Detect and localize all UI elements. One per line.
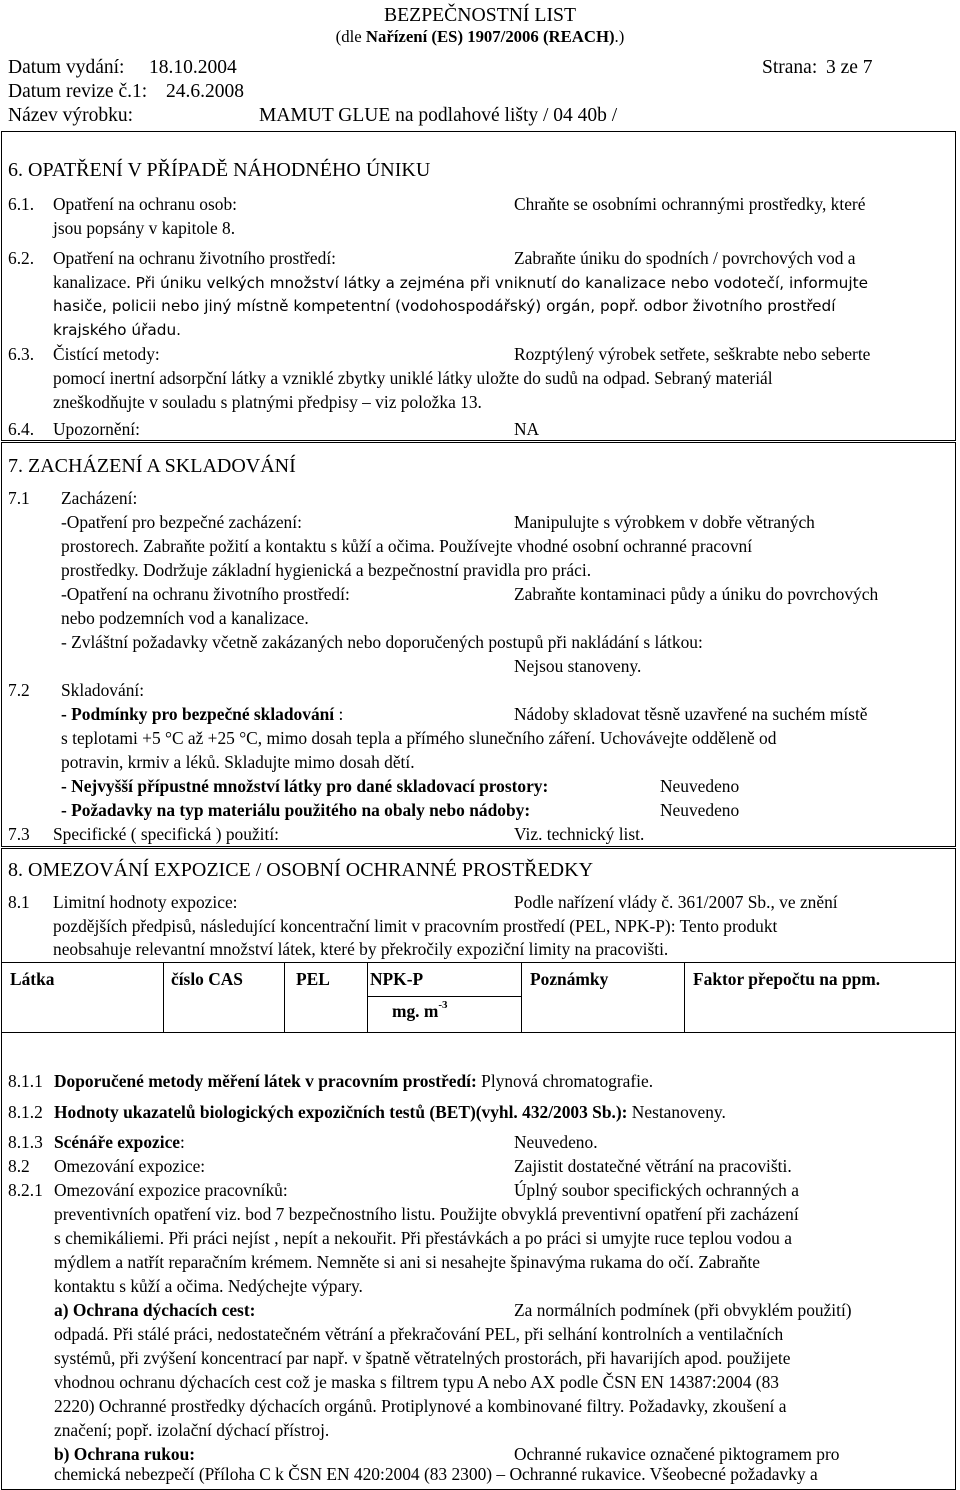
item-heading: Limitní hodnoty expozice: xyxy=(53,892,238,912)
text-fragment: Doporučené metody měření látek v pracovním prostředí: xyxy=(54,1071,477,1091)
item-value: Nejsou stanoveny. xyxy=(514,656,642,676)
item-value: Chraňte se osobními ochrannými prostředky, které xyxy=(514,194,866,214)
revision-date: 24.6.2008 xyxy=(166,81,244,102)
item-value: Neuvedeno. xyxy=(514,1132,598,1152)
item-text: pozdějších předpisů, následující koncentrační limit v pracovním prostředí (PEL, NPK-P): Tento produkt xyxy=(53,916,778,936)
item-heading: Čistící metody: xyxy=(53,344,160,364)
table-header-cell: NPK-P xyxy=(370,969,424,989)
item-text: hasiče, policii nebo jiný místně kompetentní (vodohospodářský) orgán, popř. odbor životního prostředí xyxy=(53,297,836,315)
section-7-title: 7. ZACHÁZENÍ A SKLADOVÁNÍ xyxy=(8,455,296,477)
item-heading: Opatření na ochranu životního prostředí: xyxy=(53,248,336,268)
item-number: 8.1.2 xyxy=(8,1102,43,1122)
item-heading: Omezování expozice: xyxy=(54,1156,206,1176)
section-8-title: 8. OMEZOVÁNÍ EXPOZICE / OSOBNÍ OCHRANNÉ PROSTŘEDKY xyxy=(8,859,594,881)
item-value: Za normálních podmínek (při obvyklém použití) xyxy=(514,1300,852,1320)
item-text: krajského úřadu. xyxy=(53,321,182,339)
revision-label: Datum revize č.1: xyxy=(8,81,148,102)
product-name: MAMUT GLUE na podlahové lišty / 04 40b / xyxy=(259,105,618,126)
item-heading xyxy=(54,1130,185,1154)
page-number: 3 ze 7 xyxy=(826,57,873,78)
item-text: 2220) Ochranné prostředky dýchacích orgánů. Protiplynové a kombinované filtry. Požadavky, zkoušení a xyxy=(54,1396,787,1416)
item-heading: Opatření na ochranu osob: xyxy=(53,194,237,214)
subtitle-suffix: .) xyxy=(614,27,625,46)
item-value: Úplný soubor specifických ochranných a xyxy=(514,1180,799,1200)
item-text: zneškodňujte v souladu s platnými předpisy – viz položka 13. xyxy=(53,392,482,412)
item-number: 8.1.1 xyxy=(8,1071,43,1091)
item-text: s teplotami +5 °C až +25 °C, mimo dosah tepla a přímého slunečního záření. Uchovávejte odděleně od xyxy=(61,728,777,748)
item-value xyxy=(514,890,838,914)
item-text: prostředky. Dodržuje základní hygienická a bezpečnostní pravidla pro práci. xyxy=(61,560,592,580)
text-fragment: , ve znění xyxy=(770,892,838,912)
item-number: 8.2 xyxy=(8,1156,30,1176)
text-fragment: Nestanoveny. xyxy=(627,1102,726,1122)
item-text: kontaktu s kůží a očima. Nedýchejte výpary. xyxy=(54,1276,363,1296)
item-value: Zabraňte kontaminaci půdy a úniku do povrchových xyxy=(514,584,879,604)
subtitle-prefix: (dle xyxy=(335,27,366,46)
item-heading: -Opatření pro bezpečné zacházení: xyxy=(61,512,302,532)
table-col-divider xyxy=(367,962,368,1033)
text-fragment: Při úniku velkých množství látky a zejména při vniknutí do kanalizace nebo vodotečí, informujte xyxy=(130,274,869,292)
table-col-divider xyxy=(284,962,285,1033)
item-heading xyxy=(54,1069,653,1093)
text-fragment: kanalizace. xyxy=(53,272,131,292)
item-value: Neuvedeno xyxy=(660,800,740,820)
document-subtitle xyxy=(0,27,960,47)
item-heading: - Požadavky na typ materiálu použitého na obaly nebo nádoby: xyxy=(61,800,531,820)
text-fragment: : xyxy=(334,704,344,724)
item-value: Rozptýlený výrobek setřete, seškrabte nebo seberte xyxy=(514,344,871,364)
item-heading: - Zvláštní požadavky včetně zakázaných nebo doporučených postupů při nakládání s látkou: xyxy=(61,632,703,652)
item-text: chemická nebezpečí (Příloha C k ČSN EN 420:2004 (83 2300) – Ochranné rukavice. Všeobecné požadavky a xyxy=(54,1464,818,1484)
item-heading: b) Ochrana rukou: xyxy=(54,1444,196,1464)
item-heading: Upozornění: xyxy=(53,419,140,439)
section-6-title: 6. OPATŘENÍ V PŘÍPADĚ NÁHODNÉHO ÚNIKU xyxy=(8,159,431,181)
item-text: mýdlem a natřít reparačním krémem. Nemněte si ani si nesahejte špinavýma rukama do očí. Zabraňte xyxy=(54,1252,760,1272)
item-number: 7.1 xyxy=(8,488,30,508)
item-text: vhodnou ochranu dýchacích cest což je maska s filtrem typu A nebo AX podle ČSN EN 14387:2004 (83 xyxy=(54,1372,779,1392)
item-heading: a) Ochrana dýchacích cest: xyxy=(54,1300,256,1320)
text-fragment: : xyxy=(180,1132,185,1152)
table-header-cell: PEL xyxy=(296,969,330,989)
item-text: preventivních opatření viz. bod 7 bezpečnostního listu. Použijte obvyklá preventivní opatření při zacházení xyxy=(54,1204,799,1224)
document-title: BEZPEČNOSTNÍ LIST xyxy=(384,4,576,26)
item-number: 8.1 xyxy=(8,892,30,912)
item-value: Nádoby skladovat těsně uzavřené na suchém místě xyxy=(514,704,868,724)
item-heading xyxy=(54,1100,726,1124)
table-header-cell: Látka xyxy=(10,969,55,989)
item-number: 8.1.3 xyxy=(8,1132,43,1152)
item-heading: -Opatření na ochranu životního prostředí: xyxy=(61,584,350,604)
unit-text: mg. m xyxy=(392,1001,439,1021)
item-value: Viz. technický list. xyxy=(514,824,645,844)
item-text: jsou popsány v kapitole 8. xyxy=(53,218,236,238)
page-label: Strana: xyxy=(762,57,818,78)
item-text: pomocí inertní adsorpční látky a vzniklé zbytky uniklé látky uložte do sudů na odpad. Sebraný materiál xyxy=(53,368,773,388)
table-col-divider xyxy=(684,962,685,1033)
item-text xyxy=(53,270,868,295)
table-unit xyxy=(392,999,448,1023)
item-value: Zabraňte úniku do spodních / povrchových vod a xyxy=(514,248,856,268)
text-fragment: Podle nařízení vlády č. 361/2007 Sb. xyxy=(514,892,771,912)
item-text: odpadá. Při stálé práci, nedostatečném větrání a překračování PEL, při selhání kontrolních a ventilačních xyxy=(54,1324,784,1344)
item-heading: Zacházení: xyxy=(61,488,138,508)
item-number: 6.1. xyxy=(8,194,35,214)
item-heading: Omezování expozice pracovníků: xyxy=(54,1180,288,1200)
subtitle-regulation: Nařízení (ES) 1907/2006 (REACH) xyxy=(365,27,615,46)
text-fragment: Scénáře expozice xyxy=(54,1132,181,1152)
item-number: 7.2 xyxy=(8,680,30,700)
item-text: prostorech. Zabraňte požití a kontaktu s kůží a očima. Používejte vhodné osobní ochranné pracovní xyxy=(61,536,753,556)
item-value: Neuvedeno xyxy=(660,776,740,796)
table-col-divider xyxy=(521,962,522,1033)
item-value: Manipulujte s výrobkem v dobře větraných xyxy=(514,512,815,532)
item-text: neobsahuje relevantní množství látek, které by překročily expoziční limity na pracovišti. xyxy=(53,939,669,959)
item-text: nebo podzemních vod a kanalizace. xyxy=(61,608,309,628)
table-border-top xyxy=(1,962,956,963)
item-value: Zajistit dostatečné větrání na pracovišti. xyxy=(514,1156,792,1176)
text-fragment: Hodnoty ukazatelů biologických expozičních testů (BET)(vyhl. 432/2003 Sb.): xyxy=(54,1102,628,1122)
item-heading: - Nejvyšší přípustné množství látky pro dané skladovací prostory: xyxy=(61,776,549,796)
item-text: s chemikáliemi. Při práci nejíst , nepít a nekouřit. Při přestávkách a po práci si umyjte ruce teplou vodou a xyxy=(54,1228,792,1248)
table-header-cell: Faktor přepočtu na ppm. xyxy=(693,969,881,989)
issue-date: 18.10.2004 xyxy=(149,57,237,78)
item-value: NA xyxy=(514,419,540,439)
item-heading: Skladování: xyxy=(61,680,145,700)
table-header-cell: číslo CAS xyxy=(171,969,243,989)
item-text: systémů, při zvýšení koncentrací par např. v špatně větratelných prostorách, při havarijích apod. použijete xyxy=(54,1348,791,1368)
item-number: 6.3. xyxy=(8,344,35,364)
item-heading xyxy=(61,702,343,726)
table-border-bottom xyxy=(1,1032,956,1033)
unit-exponent: -3 xyxy=(438,999,448,1012)
table-header-divider xyxy=(367,996,521,997)
item-text: potravin, krmiv a léků. Skladujte mimo dosah dětí. xyxy=(61,752,415,772)
item-text: značení; popř. izolační dýchací přístroj. xyxy=(54,1420,330,1440)
table-header-cell: Poznámky xyxy=(530,969,609,989)
item-number: 6.2. xyxy=(8,248,35,268)
item-heading: Specifické ( specifická ) použití: xyxy=(53,824,279,844)
issue-date-label: Datum vydání: xyxy=(8,57,125,78)
text-fragment: Plynová chromatografie. xyxy=(476,1071,654,1091)
product-label: Název výrobku: xyxy=(8,105,134,126)
item-number: 8.2.1 xyxy=(8,1180,43,1200)
item-number: 7.3 xyxy=(8,824,30,844)
text-fragment: - Podmínky pro bezpečné skladování xyxy=(61,704,335,724)
item-number: 6.4. xyxy=(8,419,35,439)
item-value: Ochranné rukavice označené piktogramem pro xyxy=(514,1444,840,1464)
table-col-divider xyxy=(163,962,164,1033)
